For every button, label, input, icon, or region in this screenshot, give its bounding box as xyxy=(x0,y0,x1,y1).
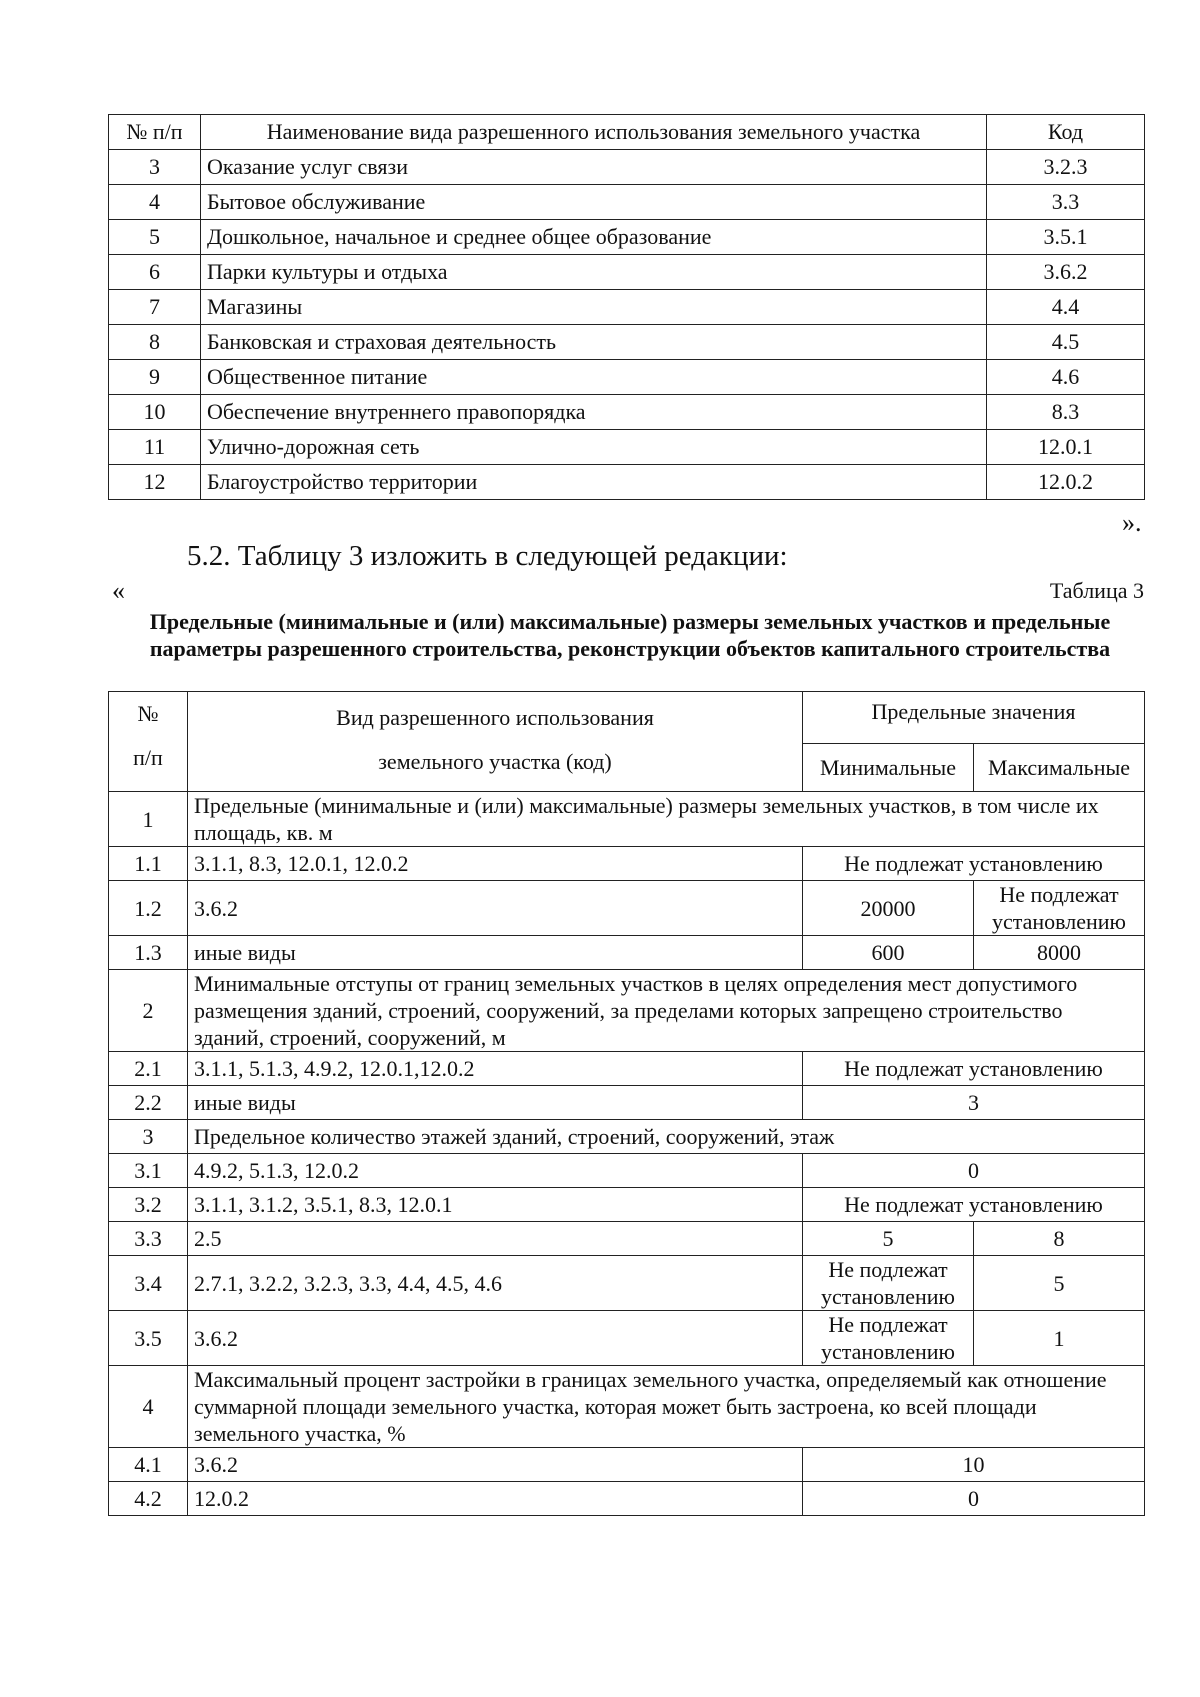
row-code: 3.2.3 xyxy=(987,150,1145,185)
row-codes: 2.7.1, 3.2.2, 3.2.3, 3.3, 4.4, 4.5, 4.6 xyxy=(188,1256,803,1311)
row-code: 8.3 xyxy=(987,395,1145,430)
limit-values-table xyxy=(108,691,1145,1516)
row-number: 7 xyxy=(109,290,201,325)
row-number: 10 xyxy=(109,395,201,430)
table-row xyxy=(109,1154,1145,1188)
row-name: Дошкольное, начальное и среднее общее образование xyxy=(201,220,987,255)
table-row xyxy=(109,220,1145,255)
section-row xyxy=(109,1366,1145,1448)
row-name: Банковская и страховая деятельность xyxy=(201,325,987,360)
row-codes: 4.9.2, 5.1.3, 12.0.2 xyxy=(188,1154,803,1188)
table-row xyxy=(109,1052,1145,1086)
table-row xyxy=(109,1448,1145,1482)
row-max: 8000 xyxy=(974,936,1145,970)
table-row xyxy=(109,465,1145,500)
table-row xyxy=(109,395,1145,430)
row-name: Обеспечение внутреннего правопорядка xyxy=(201,395,987,430)
row-value: 0 xyxy=(803,1482,1145,1516)
row-number: 4 xyxy=(109,185,201,220)
row-number: 12 xyxy=(109,465,201,500)
row-value: 0 xyxy=(803,1154,1145,1188)
row-number: 3.4 xyxy=(109,1256,188,1311)
row-codes: 12.0.2 xyxy=(188,1482,803,1516)
header-limit-values: Предельные значения xyxy=(803,692,1145,744)
row-name: Магазины xyxy=(201,290,987,325)
row-min: 20000 xyxy=(803,881,974,936)
row-number: 4.1 xyxy=(109,1448,188,1482)
section-row xyxy=(109,970,1145,1052)
row-number: 3 xyxy=(109,150,201,185)
table-row xyxy=(109,255,1145,290)
row-number: 5 xyxy=(109,220,201,255)
row-number: 2.1 xyxy=(109,1052,188,1086)
row-name: Оказание услуг связи xyxy=(201,150,987,185)
row-codes: иные виды xyxy=(188,1086,803,1120)
header-maximum: Максимальные xyxy=(974,744,1145,792)
table-row xyxy=(109,881,1145,936)
table-row xyxy=(109,430,1145,465)
row-value: 10 xyxy=(803,1448,1145,1482)
table-row xyxy=(109,325,1145,360)
table-row xyxy=(109,847,1145,881)
table-row xyxy=(109,1188,1145,1222)
table-row xyxy=(109,1256,1145,1311)
row-codes: 3.1.1, 3.1.2, 3.5.1, 8.3, 12.0.1 xyxy=(188,1188,803,1222)
row-min: Не подлежат установлению xyxy=(803,1311,974,1366)
row-name: Бытовое обслуживание xyxy=(201,185,987,220)
row-max: 8 xyxy=(974,1222,1145,1256)
header-name: Наименование вида разрешенного использования земельного участка xyxy=(201,115,987,150)
row-number: 6 xyxy=(109,255,201,290)
row-number: 1.3 xyxy=(109,936,188,970)
section-number: 2 xyxy=(109,970,188,1052)
table-row xyxy=(109,1222,1145,1256)
opening-quote: « xyxy=(112,576,125,605)
header-number xyxy=(109,692,188,792)
table-row xyxy=(109,150,1145,185)
permitted-use-table xyxy=(108,114,1145,500)
row-number: 3.1 xyxy=(109,1154,188,1188)
row-codes: иные виды xyxy=(188,936,803,970)
table-title: Предельные (минимальные и (или) максимальные) размеры земельных участков и предельные параметры разрешенного строительства, реконструкции объектов капитального строительства xyxy=(149,609,1111,661)
row-number: 9 xyxy=(109,360,201,395)
header-use-type xyxy=(188,692,803,792)
row-value: 3 xyxy=(803,1086,1145,1120)
header-minimum: Минимальные xyxy=(803,744,974,792)
section-number: 1 xyxy=(109,792,188,847)
row-name: Парки культуры и отдыха xyxy=(201,255,987,290)
header-use-type-line1: Вид разрешенного использования xyxy=(336,705,654,730)
section-number: 3 xyxy=(109,1120,188,1154)
section-row xyxy=(109,792,1145,847)
closing-quote: ». xyxy=(1122,508,1142,537)
row-number: 1.2 xyxy=(109,881,188,936)
row-max: 1 xyxy=(974,1311,1145,1366)
section-number: 4 xyxy=(109,1366,188,1448)
table-row xyxy=(109,1311,1145,1366)
row-number: 4.2 xyxy=(109,1482,188,1516)
row-min: 600 xyxy=(803,936,974,970)
row-codes: 3.6.2 xyxy=(188,1311,803,1366)
row-min: 5 xyxy=(803,1222,974,1256)
section-row xyxy=(109,1120,1145,1154)
header-number: № п/п xyxy=(109,115,201,150)
table-row xyxy=(109,185,1145,220)
row-code: 4.4 xyxy=(987,290,1145,325)
table-row xyxy=(109,290,1145,325)
row-codes: 3.1.1, 5.1.3, 4.9.2, 12.0.1,12.0.2 xyxy=(188,1052,803,1086)
row-max: Не подлежат установлению xyxy=(974,881,1145,936)
section-title: Предельные (минимальные и (или) максимальные) размеры земельных участков, в том числе их площадь, кв. м xyxy=(188,792,1145,847)
row-code: 4.6 xyxy=(987,360,1145,395)
row-max: 5 xyxy=(974,1256,1145,1311)
row-code: 12.0.2 xyxy=(987,465,1145,500)
table-header-row xyxy=(109,692,1145,744)
header-number-line1: № xyxy=(137,701,159,726)
table-label: Таблица 3 xyxy=(1049,578,1144,603)
row-number: 3.2 xyxy=(109,1188,188,1222)
section-title: Предельное количество этажей зданий, строений, сооружений, этаж xyxy=(188,1120,1145,1154)
row-value: Не подлежат установлению xyxy=(803,1188,1145,1222)
section-title: Максимальный процент застройки в границах земельного участка, определяемый как отношение суммарной площади земельного участка, которая может быть застроена, ко всей площади земельного участка, % xyxy=(188,1366,1145,1448)
row-value: Не подлежат установлению xyxy=(803,1052,1145,1086)
row-name: Общественное питание xyxy=(201,360,987,395)
section-title: Минимальные отступы от границ земельных участков в целях определения мест допустимого размещения зданий, строений, сооружений, за пределами которых запрещено строительство зданий, строений, сооружений, м xyxy=(188,970,1145,1052)
row-code: 3.3 xyxy=(987,185,1145,220)
row-codes: 3.6.2 xyxy=(188,881,803,936)
row-number: 2.2 xyxy=(109,1086,188,1120)
row-number: 8 xyxy=(109,325,201,360)
row-number: 3.3 xyxy=(109,1222,188,1256)
row-code: 12.0.1 xyxy=(987,430,1145,465)
row-number: 3.5 xyxy=(109,1311,188,1366)
header-code: Код xyxy=(987,115,1145,150)
table-row xyxy=(109,936,1145,970)
table-row xyxy=(109,1086,1145,1120)
table-row xyxy=(109,1482,1145,1516)
row-codes: 2.5 xyxy=(188,1222,803,1256)
row-codes: 3.6.2 xyxy=(188,1448,803,1482)
header-use-type-line2: земельного участка (код) xyxy=(378,749,612,774)
row-codes: 3.1.1, 8.3, 12.0.1, 12.0.2 xyxy=(188,847,803,881)
row-name: Благоустройство территории xyxy=(201,465,987,500)
row-code: 3.5.1 xyxy=(987,220,1145,255)
row-code: 4.5 xyxy=(987,325,1145,360)
table-row xyxy=(109,360,1145,395)
row-number: 1.1 xyxy=(109,847,188,881)
row-code: 3.6.2 xyxy=(987,255,1145,290)
row-min: Не подлежат установлению xyxy=(803,1256,974,1311)
table-header-row xyxy=(109,115,1145,150)
row-value: Не подлежат установлению xyxy=(803,847,1145,881)
header-number-line2: п/п xyxy=(133,745,163,770)
paragraph-5-2: 5.2. Таблицу 3 изложить в следующей редакции: xyxy=(187,540,788,572)
row-number: 11 xyxy=(109,430,201,465)
row-name: Улично-дорожная сеть xyxy=(201,430,987,465)
